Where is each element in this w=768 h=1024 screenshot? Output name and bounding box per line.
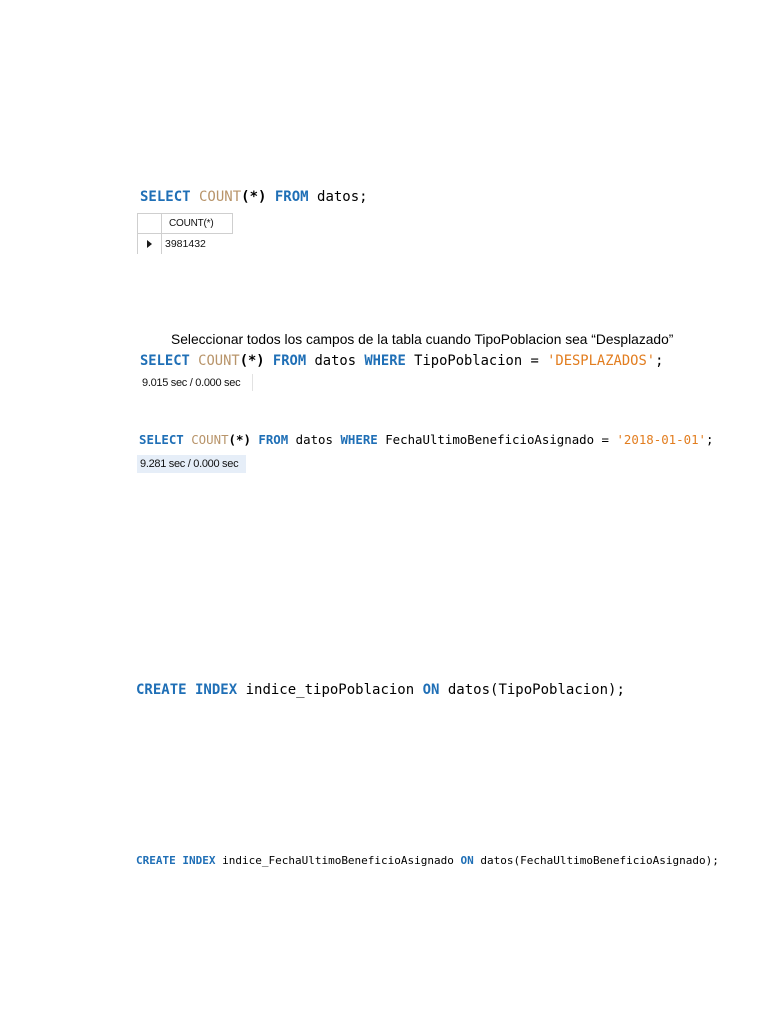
sql-string-literal: '2018-01-01' [616, 432, 706, 447]
sql-terminator: ; [655, 353, 664, 369]
sql-count-desplazados-query [140, 353, 663, 370]
row-selector[interactable] [137, 234, 162, 254]
sql-keyword: SELECT [140, 353, 190, 369]
query-duration: 9.015 sec / 0.000 sec [137, 374, 253, 391]
sql-keyword: SELECT [139, 432, 184, 447]
sql-index-target: datos(TipoPoblacion); [439, 682, 625, 698]
sql-keyword: CREATE INDEX [136, 682, 238, 698]
sql-function: COUNT [190, 189, 242, 205]
table-row[interactable] [137, 234, 233, 254]
sql-function: COUNT [189, 353, 240, 369]
sql-keyword: CREATE INDEX [136, 854, 216, 867]
sql-terminator: ; [706, 432, 714, 447]
query-duration: 9.281 sec / 0.000 sec [137, 455, 246, 473]
sql-keyword: SELECT [140, 189, 191, 205]
row-pointer-icon [147, 240, 152, 248]
sql-keyword: FROM [258, 432, 289, 447]
sql-keyword: WHERE [364, 353, 406, 369]
sql-create-index-fecha [136, 854, 719, 867]
sql-keyword: WHERE [340, 432, 378, 447]
sql-index-name: indice_tipoPoblacion [237, 682, 423, 698]
result-grid-header [137, 213, 233, 234]
sql-function: COUNT [183, 432, 229, 447]
sql-keyword: FROM [274, 189, 309, 205]
sql-create-index-tipo-poblacion [136, 682, 625, 699]
description-text: Seleccionar todos los campos de la tabla cuando TipoPoblacion sea “Desplazado” [171, 332, 674, 347]
result-grid [137, 213, 233, 254]
sql-table-name: datos; [308, 189, 368, 205]
sql-condition: FechaUltimoBeneficioAsignado = [377, 432, 617, 447]
sql-operator: (*) [239, 353, 273, 369]
sql-operator: (*) [228, 432, 259, 447]
sql-condition: TipoPoblacion = [405, 353, 548, 369]
grid-corner-cell[interactable] [137, 213, 162, 234]
sql-index-name: indice_FechaUltimoBeneficioAsignado [215, 854, 461, 867]
sql-operator: (*) [241, 189, 275, 205]
sql-table-name: datos [306, 353, 365, 369]
sql-keyword: ON [422, 682, 440, 698]
sql-keyword: ON [460, 854, 474, 867]
sql-count-fecha-query [139, 433, 713, 448]
table-cell[interactable]: 3981432 [165, 238, 206, 250]
sql-index-target: datos(FechaUltimoBeneficioAsignado); [473, 854, 719, 867]
column-header-count[interactable]: COUNT(*) [162, 213, 233, 234]
sql-count-all-query [140, 189, 368, 206]
sql-table-name: datos [288, 432, 341, 447]
sql-string-literal: 'DESPLAZADOS' [547, 353, 656, 369]
sql-keyword: FROM [272, 353, 307, 369]
